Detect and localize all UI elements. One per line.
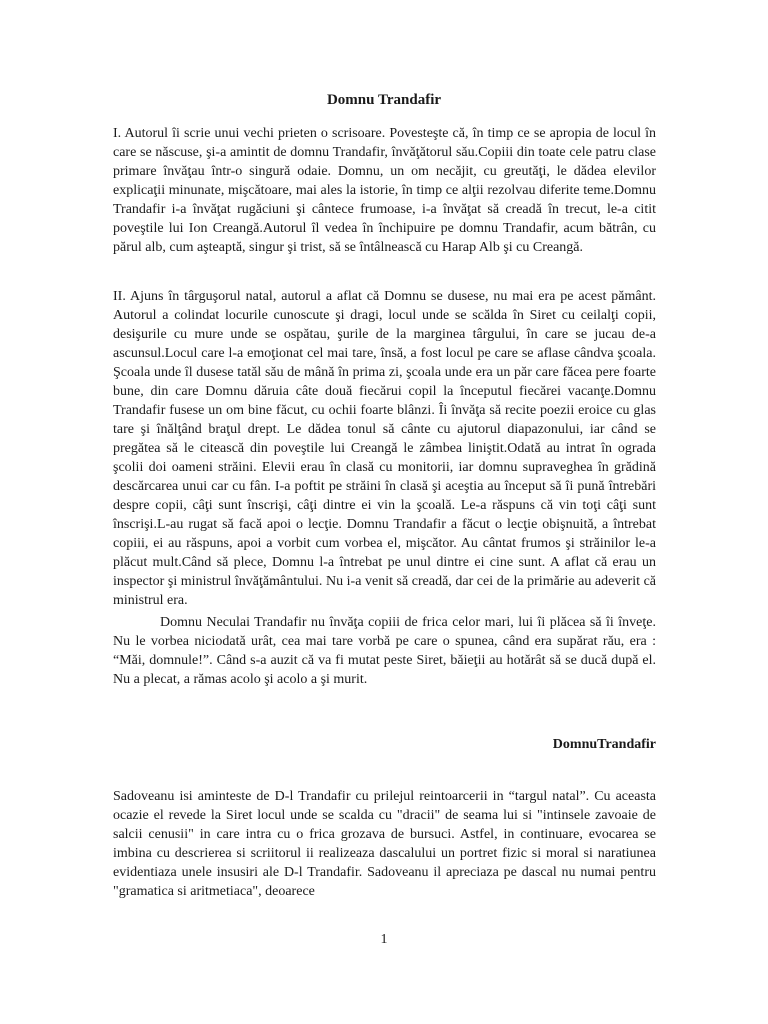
section-heading-domnutrandafir: DomnuTrandafir — [552, 737, 656, 752]
paragraph-summary-conclusion: Domnu Neculai Trandafir nu învăţa copiii de frica celor mari, lui îi plăcea să îi înveţe. Nu le vorbea niciodată urât, cea mai tare vorbă pe care o spunea, când era supărat rău, era : “Măi, domnule!”. Când s-a auzit că va fi mutat peste Siret, băieţii au hotărât să se ducă după el. Nu a plecat, a rămas acolo şi acolo a şi murit. — [113, 615, 656, 687]
page-number: 1 — [380, 932, 388, 947]
paragraph-summary-part-1: I. Autorul îi scrie unui vechi prieten o scrisoare. Povesteşte că, în timp ce se apropia de locul în care se născuse, şi-a amintit de domnu Trandafir, învăţătorul său.Copiii din toate cele patru clase primare învăţau într-o singură odaie. Domnu, un om necăjit, cu greutăţi, le dădea elevilor explicaţii minunate, mişcătoare, mai ales la istorie, în timp ce alţii rezolvau diferite teme.Domnu Trandafir i-a învăţat rugăciuni şi cântece frumoase, i-a învăţat să creadă în trecut, le-a citit poveştile lui Ion Creangă.Autorul îl vedea în închipuire pe domnu Trandafir, acum bătrân, cu părul alb, cum aşteaptă, singur şi trist, să se întâlnească cu Harap Alb şi cu Creangă. — [113, 126, 656, 255]
document-title: Domnu Trandafir — [326, 92, 442, 108]
paragraph-summary-part-2: II. Ajuns în târguşorul natal, autorul a aflat că Domnu se dusese, nu mai era pe acest pământ. Autorul a colindat locurile cunoscute şi dragi, locul unde se scălda în Siret cu ceilalţi copii, desişurile cu mure unde se ospătau, şurile de la marginea târgului, în care se jucau de-a ascunsul.Locul care l-a emoţionat cel mai tare, însă, a fost locul pe care se aflase cândva şcoala. Şcoala unde îl dusese tatăl său de mână în prima zi, şcoala unde era un păr care făcea pere foarte bune, din care Domnu dăruia câte două fiecărui copil la începutul fiecărei vacanţe.Domnu Trandafir fusese un om bine făcut, cu ochii foarte blânzi. Îi învăţa să recite poezii eroice cu glas tare şi înălţând braţul drept. Le dădea tonul să cânte cu ajutorul diapazonului, iar când se pregătea să le citească din poveştile lui Creangă le zâmbea liniştit.Odată au intrat în ograda şcolii doi oameni străini. Elevii erau în clasă cu monitorii, iar domnu supraveghea în grădină descărcarea unui car cu fân. I-a poftit pe străini în clasă şi aceştia au început să îi pună întrebări despre copii, câţi sunt înscrişi, câţi dintre ei vin la şcoală. Le-a răspuns că vin toţi câţi sunt înscrişi.L-au rugat să facă apoi o lecţie. Domnu Trandafir a făcut o lecţie obişnuită, a întrebat copiii, ei au răspuns, apoi a vorbit cum vorbea el, mişcător. Au cântat frumos şi străinilor le-a plăcut mult.Când să plece, Domnu l-a întrebat pe unul dintre ei cine sunt. A aflat că erau un inspector şi ministrul învăţământului. Nu i-a venit să creadă, dar cei de la primărie au adeverit că ministrul era. — [113, 289, 656, 608]
paragraph-characterization: Sadoveanu isi aminteste de D-l Trandafir cu prilejul reintoarcerii in “targul natal”. Cu aceasta ocazie el revede la Siret locul unde se scalda cu "dracii" de seama lui si "intinsele zavoaie de salcii cenusii" in care intra cu o frica grozava de bursuci. Astfel, in continuare, evocarea se imbina cu descrierea si scriitorul ii realizeaza dascalului un portret fizic si moral si naratiunea evidentiaza unele insusiri ale D-l Trandafir. Sadoveanu il apreciaza pe dascal nu numai pentru "gramatica si aritmetiaca", deoarece — [113, 789, 656, 899]
